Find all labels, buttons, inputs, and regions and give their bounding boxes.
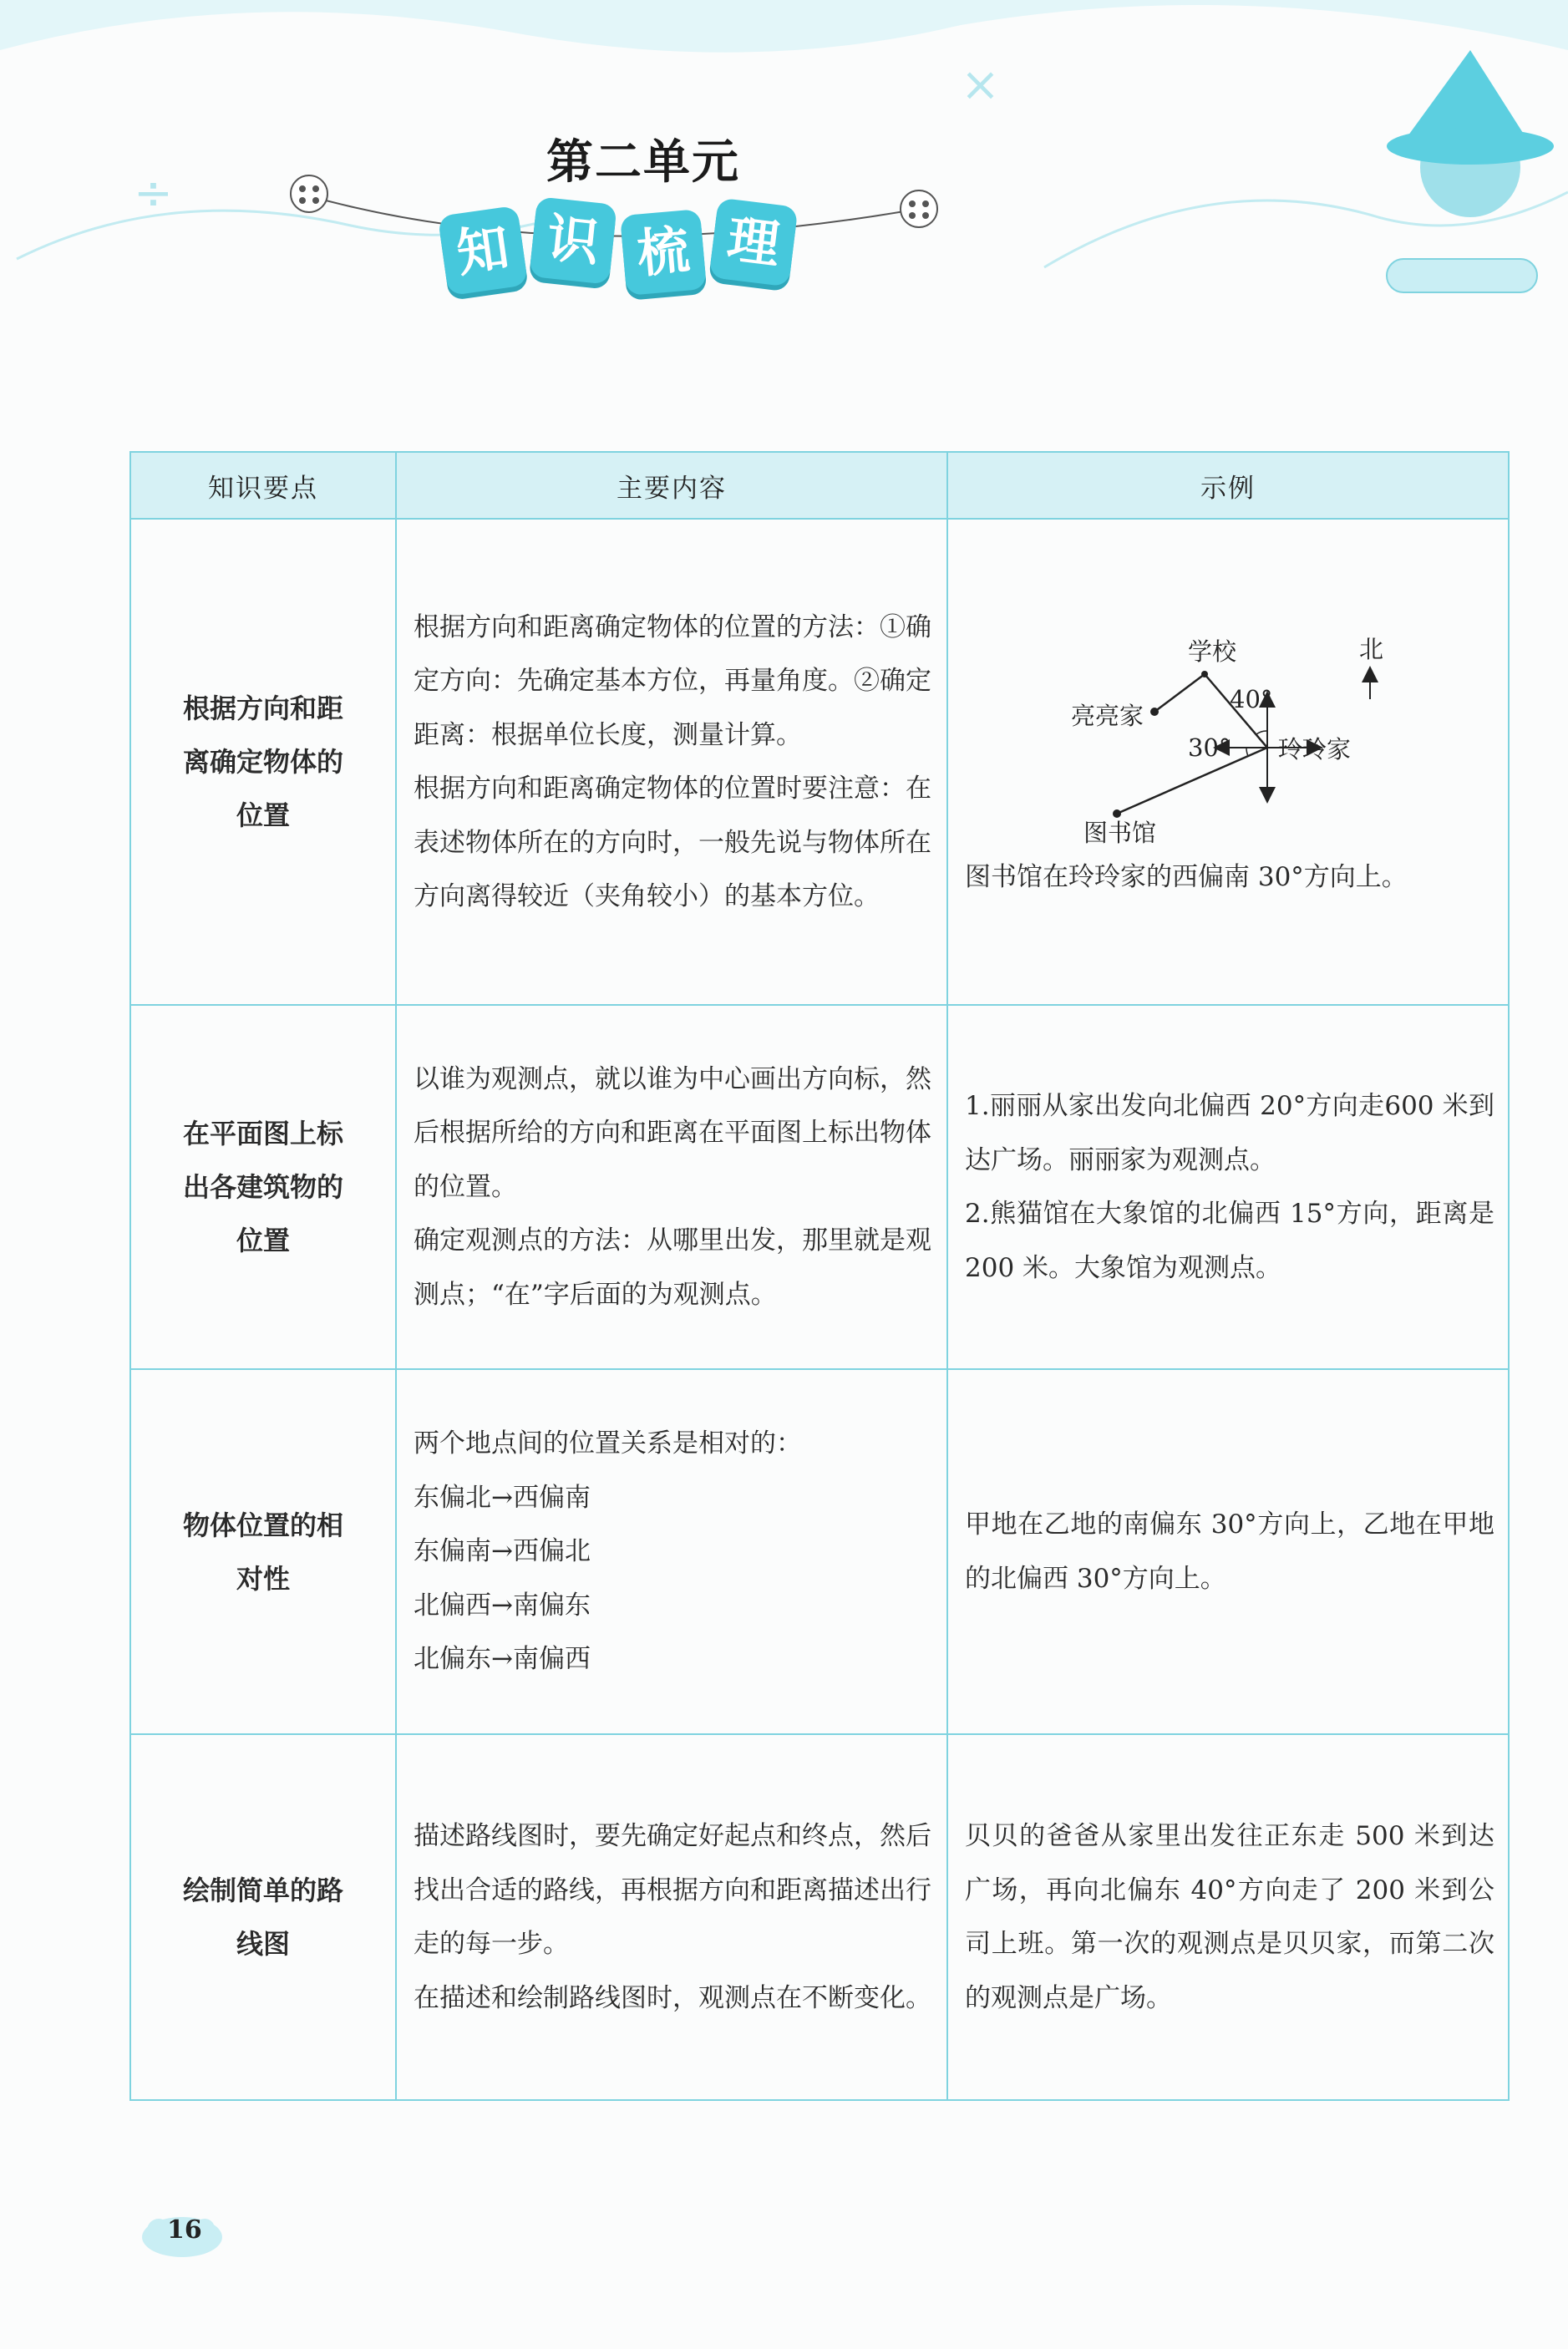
- example: [947, 1734, 1509, 2100]
- svg-text:÷: ÷: [134, 166, 173, 221]
- section-title-char: 理: [709, 198, 799, 287]
- example-paragraph: 贝贝的爸爸从家里出发往正东走 500 米到达广场，再向北偏东 40°方向走了 200 米到公司上班。第一次的观测点是贝贝家，而第二次的观测点是广场。: [965, 1821, 1494, 2013]
- unit-title: 第二单元: [546, 134, 740, 190]
- content-paragraph: 根据方向和距离确定物体的位置时要注意：在表述物体所在的方向时，一般先说与物体所在方向离得较近（夹角较小）的基本方位。: [414, 774, 931, 911]
- content-paragraph: 在描述和绘制路线图时，观测点在不断变化。: [414, 1982, 931, 2013]
- table-row: [130, 1005, 1509, 1369]
- header-content: 主要内容: [396, 452, 947, 519]
- content-paragraph: 根据方向和距离确定物体的位置的方法：①确定方向：先确定基本方位，再量角度。②确定距离：根据单位长度，测量计算。: [414, 611, 931, 750]
- content-paragraph: 东偏南→西偏北: [414, 1536, 591, 1567]
- header-example: 示例: [947, 452, 1509, 519]
- page-header: [0, 0, 1568, 351]
- example: [947, 519, 1509, 1005]
- knowledge-table: [129, 451, 1510, 2101]
- main-content: [396, 1734, 947, 2100]
- label-north: 北: [1359, 634, 1384, 663]
- table-row: [130, 1734, 1509, 2100]
- section-title-char: 识: [529, 196, 617, 285]
- main-content: [396, 519, 947, 1005]
- knowledge-point: 绘制简单的路线图: [130, 1734, 396, 2100]
- table-header-row: [130, 452, 1509, 519]
- content-paragraph: 东偏北→西偏南: [414, 1482, 591, 1513]
- direction-diagram: [1054, 620, 1405, 845]
- content-paragraph: 两个地点间的位置关系是相对的：: [414, 1428, 802, 1459]
- label-angle-30: 30°: [1188, 733, 1231, 762]
- example-paragraph: 2.熊猫馆在大象馆的北偏西 15°方向，距离是 200 米。大象馆为观测点。: [965, 1199, 1494, 1283]
- knowledge-point: 物体位置的相对性: [130, 1369, 396, 1734]
- section-title-char: 知: [438, 205, 528, 296]
- section-title-char: 梳: [620, 209, 707, 296]
- example-paragraph: 1.丽丽从家出发向北偏西 20°方向走600 米到达广场。丽丽家为观测点。: [965, 1091, 1494, 1175]
- example-paragraph: 图书馆在玲玲家的西偏南 30°方向上。: [965, 861, 1408, 892]
- path-line: [1154, 674, 1205, 712]
- page-number-badge: [125, 2205, 226, 2264]
- section-title: [434, 200, 802, 301]
- example: [947, 1369, 1509, 1734]
- example: [947, 1005, 1509, 1369]
- content-paragraph: 描述路线图时，要先确定好起点和终点，然后找出合适的路线，再根据方向和距离描述出行走的每一步。: [414, 1821, 931, 1959]
- content-paragraph: 确定观测点的方法：从哪里出发，那里就是观测点；“在”字后面的为观测点。: [414, 1225, 931, 1310]
- main-content: [396, 1369, 947, 1734]
- content-paragraph: 以谁为观测点，就以谁为中心画出方向标，然后根据所给的方向和距离在平面图上标出物体的位置。: [414, 1063, 931, 1202]
- table-row: [130, 519, 1509, 1005]
- point-school: [1201, 671, 1208, 677]
- knowledge-point: 在平面图上标出各建筑物的位置: [130, 1005, 396, 1369]
- content-paragraph: 北偏西→南偏东: [414, 1590, 591, 1621]
- example-paragraph: 甲地在乙地的南偏东 30°方向上，乙地在甲地的北偏西 30°方向上。: [965, 1509, 1494, 1594]
- label-liangliang: 亮亮家: [1071, 701, 1144, 730]
- label-school: 学校: [1188, 637, 1237, 666]
- point-liangliang: [1150, 708, 1159, 716]
- page-number: 16: [167, 2215, 202, 2245]
- content-paragraph: 北偏东→南偏西: [414, 1644, 591, 1675]
- svg-text:×: ×: [961, 58, 1000, 112]
- knowledge-point: 根据方向和距离确定物体的位置: [130, 519, 396, 1005]
- label-library: 图书馆: [1083, 818, 1157, 845]
- header-point: 知识要点: [130, 452, 396, 519]
- table-row: [130, 1369, 1509, 1734]
- main-content: [396, 1005, 947, 1369]
- label-angle-40: 40°: [1230, 684, 1273, 713]
- point-library: [1113, 809, 1121, 818]
- label-lingling: 玲玲家: [1278, 734, 1352, 764]
